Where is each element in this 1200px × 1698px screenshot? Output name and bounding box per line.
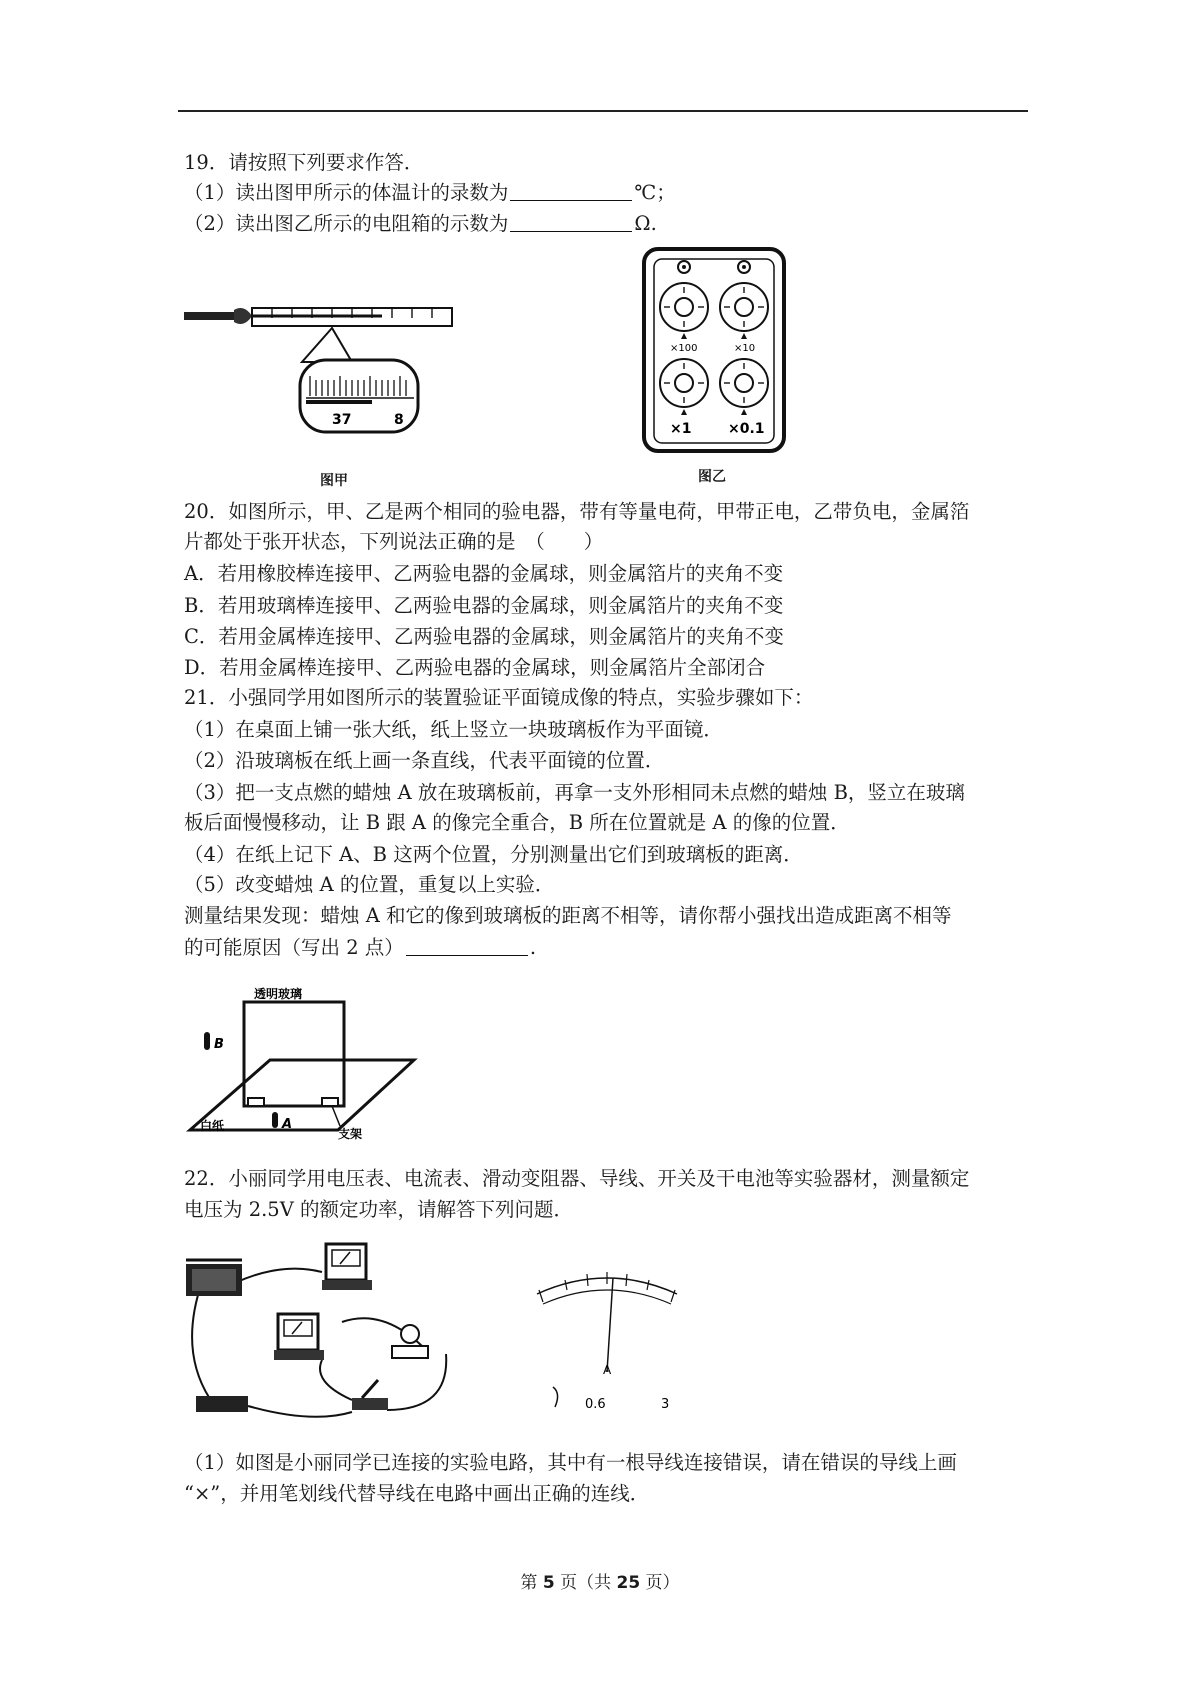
- q22-part1a: （1）如图是小丽同学已连接的实验电路，其中有一根导线连接错误，请在错误的导线上画: [184, 1451, 957, 1474]
- q21-result2-end: .: [529, 936, 537, 959]
- q20-option-a[interactable]: A．若用橡胶棒连接甲、乙两验电器的金属球，则金属箔片的夹角不变: [184, 562, 784, 585]
- q19-part1-text: （1）读出图甲所示的体温计的录数为: [184, 181, 509, 204]
- footer-middle: 页（共: [554, 1573, 617, 1593]
- label-candle-a: A: [282, 1117, 293, 1132]
- circuit-figure[interactable]: [182, 1242, 472, 1427]
- mult-x100: ×100: [670, 343, 698, 354]
- q19-blank1[interactable]: [510, 180, 632, 201]
- header-rule: [178, 110, 1028, 112]
- label-stand: 支架: [338, 1127, 363, 1140]
- q21-result2-text: 的可能原因（写出 2 点）: [184, 936, 404, 959]
- caption-jia: 图甲: [320, 473, 348, 489]
- footer-prefix: 第: [520, 1573, 543, 1593]
- q19-part2-unit: Ω.: [634, 212, 657, 235]
- mult-x10: ×10: [734, 343, 756, 354]
- label-glass: 透明玻璃: [254, 987, 303, 1001]
- q19-title: 19．请按照下列要求作答．: [184, 151, 424, 174]
- q20-option-d[interactable]: D．若用金属棒连接甲、乙两验电器的金属球，则金属箔片全部闭合: [184, 656, 766, 679]
- label-candle-b: B: [214, 1037, 224, 1052]
- footer-suffix: 页）: [640, 1573, 680, 1593]
- resistance-box-figure: [640, 245, 790, 457]
- ammeter-unit: A: [603, 1363, 612, 1377]
- q19-part1: [184, 178, 676, 208]
- q20-line1: 20．如图所示，甲、乙是两个相同的验电器，带有等量电荷，甲带正电，乙带负电，金属箔: [184, 500, 970, 523]
- ammeter-figure: [525, 1242, 695, 1427]
- q19-blank2[interactable]: [510, 211, 632, 232]
- footer-page-number: 5: [542, 1573, 555, 1593]
- q21-result1: 测量结果发现：蜡烛 A 和它的像到玻璃板的距离不相等，请你帮小强找出造成距离不相等: [184, 904, 952, 927]
- q21-step5: （5）改变蜡烛 A 的位置，重复以上实验．: [184, 873, 555, 896]
- q21-result2: [184, 933, 536, 963]
- q22-line1: 22．小丽同学用电压表、电流表、滑动变阻器、导线、开关及干电池等实验器材，测量额定: [184, 1167, 970, 1190]
- thermo-label-37: 37: [332, 412, 352, 428]
- q20-line2: 片都处于张开状态，下列说法正确的是 （ ）: [184, 530, 604, 553]
- q19-part2: [184, 209, 657, 239]
- ammeter-terminal-0.6: 0.6: [585, 1397, 606, 1412]
- q20-option-b[interactable]: B．若用玻璃棒连接甲、乙两验电器的金属球，则金属箔片的夹角不变: [184, 594, 784, 617]
- thermometer-figure: [182, 300, 472, 490]
- page-footer: [0, 1568, 1200, 1593]
- q21-step4: （4）在纸上记下 A、B 这两个位置，分别测量出它们到玻璃板的距离．: [184, 843, 803, 866]
- footer-total-pages: 25: [616, 1573, 641, 1593]
- label-paper: 白纸: [200, 1119, 225, 1133]
- q21-line1: 21．小强同学用如图所示的装置验证平面镜成像的特点，实验步骤如下：: [184, 686, 814, 709]
- ammeter-terminal-3: 3: [661, 1397, 670, 1412]
- mult-x0.1: ×0.1: [728, 421, 765, 437]
- q22-line2: 电压为 2.5V 的额定功率，请解答下列问题．: [184, 1198, 573, 1221]
- caption-yi: 图乙: [698, 469, 726, 485]
- q19-part1-unit: ℃；: [634, 181, 676, 204]
- q20-option-c[interactable]: C．若用金属棒连接甲、乙两验电器的金属球，则金属箔片的夹角不变: [184, 625, 784, 648]
- thermo-label-8: 8: [394, 412, 404, 428]
- q21-step1: （1）在桌面上铺一张大纸，纸上竖立一块玻璃板作为平面镜．: [184, 718, 723, 741]
- q19-part2-text: （2）读出图乙所示的电阻箱的示数为: [184, 212, 509, 235]
- mirror-experiment-figure: [182, 980, 422, 1140]
- q21-step3b: 板后面慢慢移动，让 B 跟 A 的像完全重合，B 所在位置就是 A 的像的位置．: [184, 811, 850, 834]
- q21-step2: （2）沿玻璃板在纸上画一条直线，代表平面镜的位置．: [184, 749, 665, 772]
- q22-part1b: “×”，并用笔划线代替导线在电路中画出正确的连线．: [184, 1482, 650, 1505]
- q21-step3a: （3）把一支点燃的蜡烛 A 放在玻璃板前，再拿一支外形相同未点燃的蜡烛 B，竖立在玻璃: [184, 781, 965, 804]
- q21-blank[interactable]: [406, 935, 528, 956]
- mult-x1: ×1: [670, 421, 692, 437]
